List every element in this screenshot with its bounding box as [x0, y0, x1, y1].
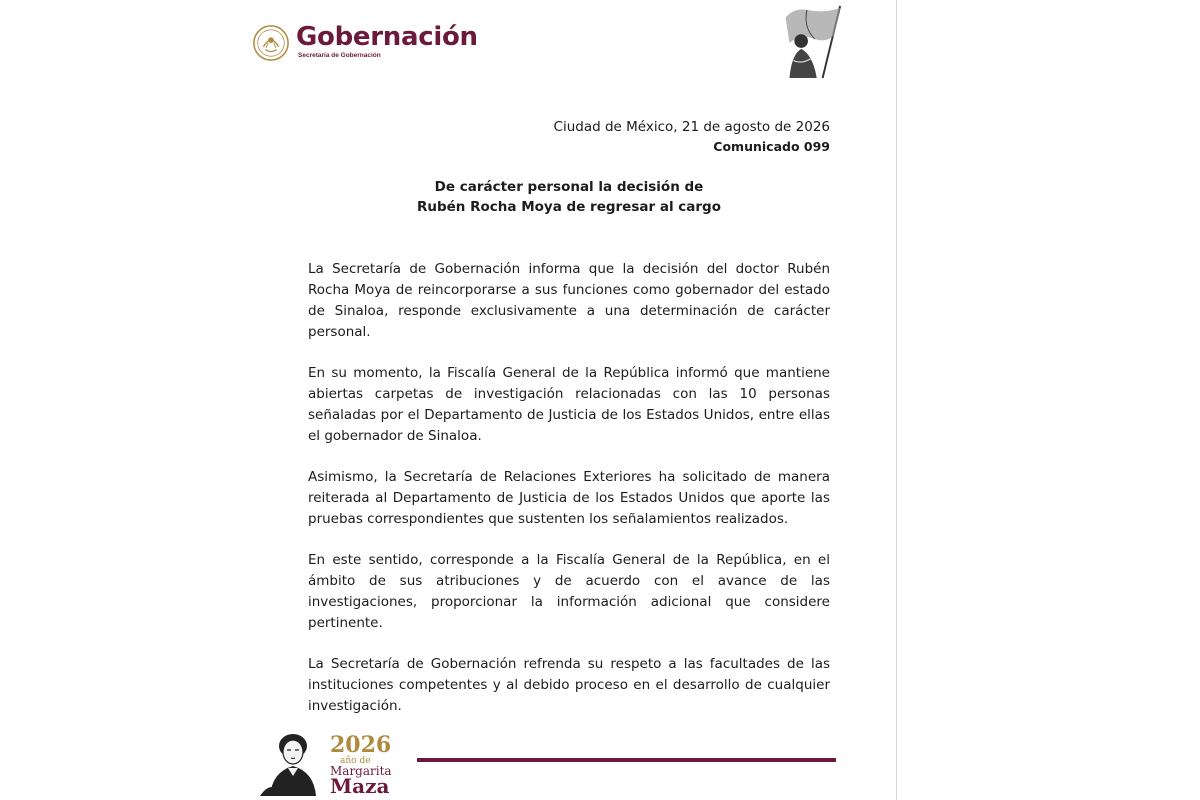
footer-year: 2026: [330, 732, 392, 758]
body-paragraph: La Secretaría de Gobernación informa que la decisión del doctor Rubén Rocha Moya de reincorporarse a sus funciones como gobernador del estado de Sinaloa, responde exclusivamente a una determinación de carácter personal.: [308, 261, 830, 340]
date-block: [554, 117, 830, 157]
title-line-1: De carácter personal la decisión de: [434, 179, 704, 195]
footer-name-line-1: Margarita: [330, 764, 392, 778]
margarita-maza-portrait-icon: [258, 730, 328, 796]
national-seal-icon: [252, 24, 290, 62]
footer-ano-de: año de: [340, 756, 371, 766]
place-date: Ciudad de México, 21 de agosto de 2026: [553, 119, 830, 135]
footer-name-line-2: Maza: [330, 774, 390, 798]
gobernacion-logo: [252, 22, 478, 62]
body-paragraph: La Secretaría de Gobernación refrenda su respeto a las facultades de las instituciones competentes y al debido proceso en el desarrollo de cualquier investigación.: [308, 656, 830, 714]
brand-name: Gobernación: [296, 22, 478, 52]
body-paragraph: Asimismo, la Secretaría de Relaciones Exteriores ha solicitado de manera reiterada al Departamento de Justicia de los Estados Unidos que aporte las pruebas correspondientes que sustenten los señalamientos realizados.: [308, 469, 830, 527]
document-title: [308, 177, 830, 217]
title-line-2: Rubén Rocha Moya de regresar al cargo: [416, 199, 721, 215]
body-paragraph: En su momento, la Fiscalía General de la República informó que mantiene abiertas carpetas de investigación relacionadas con las 10 personas señaladas por el Departamento de Justicia de los Estados Unidos, entre ellas el gobernador de Sinaloa.: [308, 365, 830, 444]
document-body: [308, 259, 830, 737]
body-paragraph: En este sentido, corresponde a la Fiscalía General de la República, en el ámbito de sus atribuciones y de acuerdo con el avance de las investigaciones, proporcionar la información adicional que considere pertinente.: [308, 552, 830, 631]
brand-subtitle: Secretaría de Gobernación: [298, 52, 381, 59]
page-edge-divider: [896, 0, 897, 800]
flag-bearer-emblem-icon: [768, 4, 846, 80]
bulletin-number: Comunicado 099: [713, 139, 830, 154]
footer-rule-divider: [417, 758, 836, 762]
